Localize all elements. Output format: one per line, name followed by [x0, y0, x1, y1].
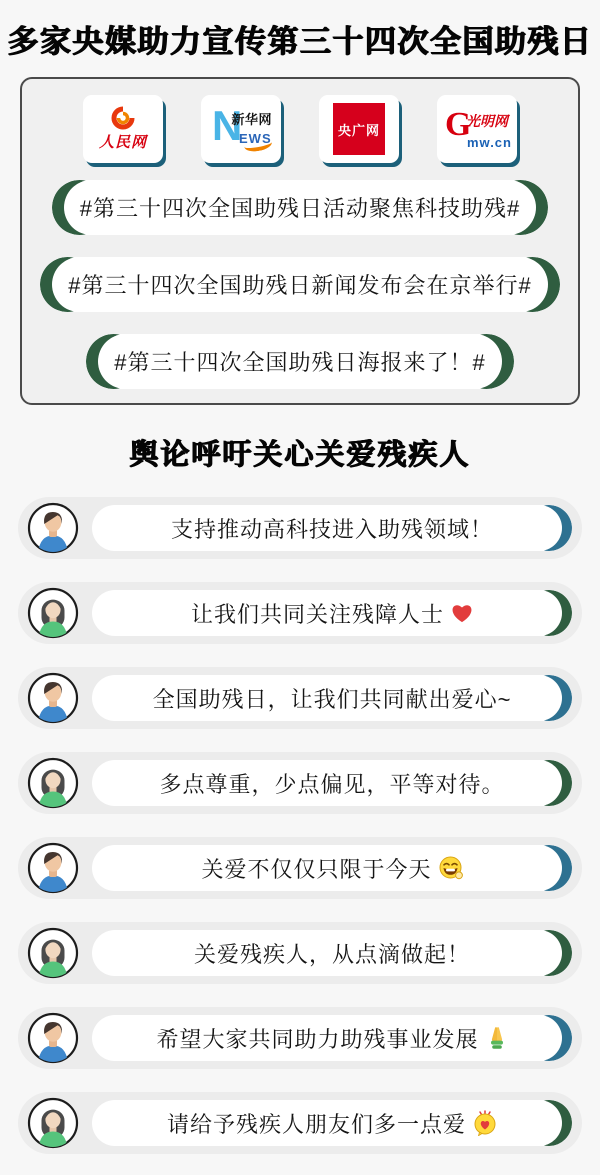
- cnr-red-square: [333, 103, 385, 155]
- female-avatar-icon: [27, 587, 79, 639]
- comment-bubble: [92, 845, 572, 891]
- logo-xinhuawang: [201, 95, 281, 163]
- hashtag-pill: [40, 257, 559, 312]
- comment-text: 让我们共同关注残障人士: [190, 601, 444, 627]
- cnr-logo-label: 央广网: [337, 122, 380, 138]
- comment-row: [18, 922, 582, 984]
- comment-bubble: [92, 930, 572, 976]
- comment-row: [18, 837, 582, 899]
- decor-mask: [516, 590, 562, 636]
- decor-mask: [516, 675, 562, 721]
- logo-renminwang: [83, 95, 163, 163]
- male-avatar-icon: [27, 1012, 79, 1064]
- decor-mask: [516, 760, 562, 806]
- decor-mask: [516, 845, 562, 891]
- comment-text: 多点尊重，少点偏见，平等对待。: [159, 771, 505, 797]
- comment-text: 关爱残疾人，从点滴做起！: [193, 941, 470, 967]
- male-avatar-icon: [27, 672, 79, 724]
- grin-face-icon: [439, 856, 463, 880]
- hashtag-pill: [86, 334, 513, 389]
- guangming-mwcn-label: mw.cn: [467, 135, 512, 150]
- hashtag-text: #第三十四次全国助残日新闻发布会在京举行#: [68, 273, 532, 298]
- decor-mask: [516, 1100, 562, 1146]
- comment-bubble: [92, 760, 572, 806]
- decor-mask: [516, 930, 562, 976]
- xinhua-n-letter: N: [212, 102, 243, 149]
- hashtag-list: [22, 180, 578, 389]
- xinhua-logo-label: 新华网: [231, 112, 272, 127]
- folded-hands-icon: [486, 1026, 508, 1050]
- comment-row: [18, 1092, 582, 1154]
- hashtag-text: #第三十四次全国助残日活动聚焦科技助残#: [79, 196, 521, 221]
- guangming-g-letter: G: [445, 106, 472, 143]
- comment-text: 全国助残日，让我们共同献出爱心~: [152, 686, 512, 712]
- page-title: 多家央媒助力宣传第三十四次全国助残日: [7, 24, 593, 59]
- comment-text: 关爱不仅仅只限于今天: [201, 856, 432, 882]
- heart-face-icon: [473, 1110, 497, 1136]
- logo-yangguangwang: [319, 95, 399, 163]
- renmin-swirl-icon: [110, 106, 136, 130]
- renmin-logo-label: 人民网: [98, 134, 147, 151]
- hashtag-pill: [52, 180, 548, 235]
- xinhua-ews-letters: EWS: [239, 131, 272, 146]
- comment-bubble: [92, 505, 572, 551]
- comment-text: 请给予残疾人朋友们多一点爱: [166, 1111, 466, 1137]
- comment-row: [18, 1007, 582, 1069]
- male-avatar-icon: [27, 502, 79, 554]
- female-avatar-icon: [27, 927, 79, 979]
- female-avatar-icon: [27, 1097, 79, 1149]
- media-logo-row: [22, 95, 578, 163]
- comment-list: [0, 497, 600, 1154]
- comment-row: [18, 752, 582, 814]
- comment-bubble: [92, 1100, 572, 1146]
- decor-mask: [516, 505, 562, 551]
- logo-guangmingwang: [437, 95, 517, 163]
- hashtag-text: #第三十四次全国助残日海报来了！#: [114, 350, 486, 375]
- comment-row: [18, 497, 582, 559]
- comment-bubble: [92, 1015, 572, 1061]
- male-avatar-icon: [27, 842, 79, 894]
- comment-bubble: [92, 675, 572, 721]
- female-avatar-icon: [27, 757, 79, 809]
- comment-text: 支持推动高科技进入助残领域！: [170, 516, 493, 542]
- comment-bubble: [92, 590, 572, 636]
- comment-text: 希望大家共同助力助残事业发展: [156, 1026, 479, 1052]
- decor-mask: [516, 1015, 562, 1061]
- section-title: 舆论呼吁关心关爱残疾人: [129, 439, 471, 471]
- comment-row: [18, 582, 582, 644]
- red-heart-icon: [451, 603, 473, 623]
- guangming-logo-label: 光明网: [466, 113, 508, 129]
- media-panel: [20, 77, 580, 405]
- comment-row: [18, 667, 582, 729]
